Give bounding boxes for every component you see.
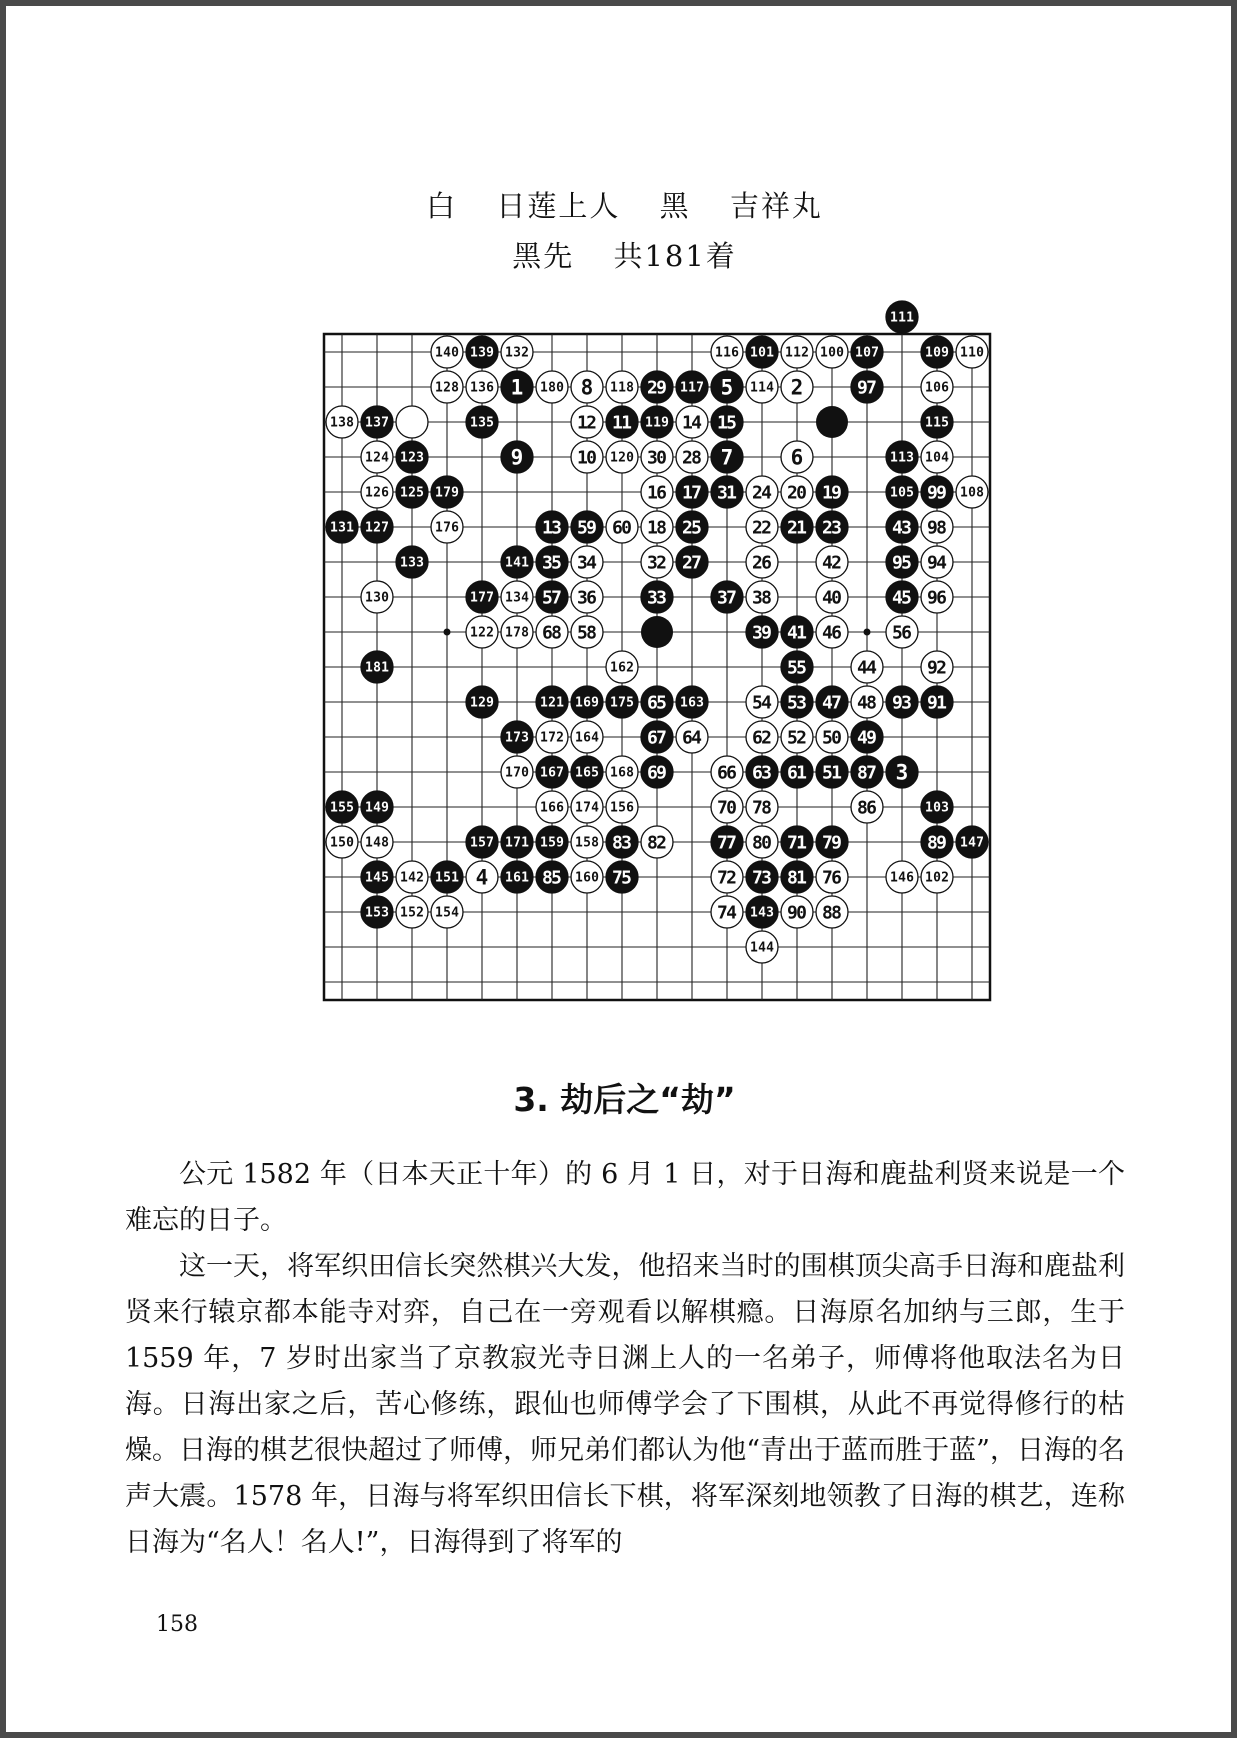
move-number-label: 34 xyxy=(577,552,597,574)
move-number-label: 131 xyxy=(330,520,354,536)
move-number-label: 64 xyxy=(682,727,702,749)
move-number-label: 93 xyxy=(892,692,912,714)
move-number-label: 42 xyxy=(822,552,842,574)
move-number-label: 22 xyxy=(752,517,772,539)
move-number-label: 128 xyxy=(435,380,459,396)
move-number-label: 49 xyxy=(857,727,877,749)
move-number-label: 109 xyxy=(925,345,949,361)
move-number-label: 38 xyxy=(752,587,772,609)
move-number-label: 110 xyxy=(960,345,984,361)
move-number-label: 169 xyxy=(575,695,599,711)
move-number-label: 79 xyxy=(822,832,842,854)
move-number-label: 155 xyxy=(330,800,354,816)
move-number-label: 6 xyxy=(790,445,804,470)
move-number-label: 15 xyxy=(717,412,737,434)
move-number-label: 146 xyxy=(890,870,914,886)
move-number-label: 62 xyxy=(752,727,772,749)
move-number-label: 47 xyxy=(822,692,842,714)
move-number-label: 102 xyxy=(925,870,949,886)
star-point xyxy=(864,629,871,636)
move-number-label: 107 xyxy=(855,345,879,361)
move-number-label: 68 xyxy=(542,622,562,644)
move-number-label: 2 xyxy=(790,375,804,400)
move-number-label: 11 xyxy=(612,412,632,434)
move-number-label: 75 xyxy=(612,867,632,889)
move-number-label: 175 xyxy=(610,695,634,711)
move-number-label: 111 xyxy=(890,310,914,326)
move-number-label: 166 xyxy=(540,800,564,816)
move-number-label: 54 xyxy=(752,692,772,714)
move-number-label: 99 xyxy=(927,482,947,504)
move-number-label: 123 xyxy=(400,450,424,466)
black-player-name: 吉祥丸 xyxy=(729,189,823,223)
move-number-label: 165 xyxy=(575,765,599,781)
move-number-label: 134 xyxy=(505,590,529,606)
move-number-label: 40 xyxy=(822,587,842,609)
move-number-label: 9 xyxy=(510,445,524,470)
move-number-label: 149 xyxy=(365,800,389,816)
total-moves-info: 共181着 xyxy=(613,239,737,273)
move-number-label: 132 xyxy=(505,345,529,361)
move-number-label: 172 xyxy=(540,730,564,746)
move-number-label: 21 xyxy=(787,517,807,539)
move-number-label: 29 xyxy=(647,377,667,399)
move-number-label: 142 xyxy=(400,870,424,886)
move-number-label: 127 xyxy=(365,520,389,536)
move-number-label: 161 xyxy=(505,870,529,886)
move-number-label: 51 xyxy=(822,762,842,784)
move-number-label: 119 xyxy=(645,415,669,431)
move-number-label: 174 xyxy=(575,800,599,816)
page-number: 158 xyxy=(156,1612,198,1637)
move-number-label: 148 xyxy=(365,835,389,851)
move-number-label: 129 xyxy=(470,695,494,711)
move-number-label: 13 xyxy=(542,517,562,539)
move-number-label: 46 xyxy=(822,622,842,644)
game-info-caption xyxy=(6,234,1243,275)
move-number-label: 89 xyxy=(927,832,947,854)
move-number-label: 44 xyxy=(857,657,877,679)
move-number-label: 63 xyxy=(752,762,772,784)
black-label: 黑 xyxy=(659,189,691,223)
white-stone xyxy=(396,406,428,438)
first-move-info: 黑先 xyxy=(512,239,575,273)
move-number-label: 48 xyxy=(857,692,877,714)
move-number-label: 58 xyxy=(577,622,597,644)
move-number-label: 31 xyxy=(717,482,737,504)
move-number-label: 164 xyxy=(575,730,599,746)
move-number-label: 57 xyxy=(542,587,562,609)
body-text xyxy=(125,1152,1125,1566)
move-number-label: 150 xyxy=(330,835,354,851)
move-number-label: 97 xyxy=(857,377,877,399)
move-number-label: 16 xyxy=(647,482,667,504)
move-number-label: 153 xyxy=(365,905,389,921)
move-number-label: 61 xyxy=(787,762,807,784)
move-number-label: 45 xyxy=(892,587,912,609)
go-board-diagram xyxy=(302,298,984,978)
move-number-label: 145 xyxy=(365,870,389,886)
move-number-label: 95 xyxy=(892,552,912,574)
move-number-label: 168 xyxy=(610,765,634,781)
move-number-label: 163 xyxy=(680,695,704,711)
move-number-label: 23 xyxy=(822,517,842,539)
move-number-label: 65 xyxy=(647,692,667,714)
move-number-label: 141 xyxy=(505,555,529,571)
move-number-label: 55 xyxy=(787,657,807,679)
move-number-label: 80 xyxy=(752,832,772,854)
move-number-label: 59 xyxy=(577,517,597,539)
move-number-label: 162 xyxy=(610,660,634,676)
move-number-label: 53 xyxy=(787,692,807,714)
move-number-label: 18 xyxy=(647,517,667,539)
black-stone xyxy=(641,616,673,648)
move-number-label: 24 xyxy=(752,482,772,504)
move-number-label: 140 xyxy=(435,345,459,361)
move-number-label: 180 xyxy=(540,380,564,396)
move-number-label: 35 xyxy=(542,552,562,574)
move-number-label: 27 xyxy=(682,552,702,574)
move-number-label: 156 xyxy=(610,800,634,816)
move-number-label: 177 xyxy=(470,590,494,606)
move-number-label: 20 xyxy=(787,482,807,504)
move-number-label: 60 xyxy=(612,517,632,539)
move-number-label: 144 xyxy=(750,940,774,956)
move-number-label: 160 xyxy=(575,870,599,886)
move-number-label: 82 xyxy=(647,832,667,854)
section-title: 3. 劫后之“劫” xyxy=(513,1080,736,1119)
move-number-label: 139 xyxy=(470,345,494,361)
move-number-label: 108 xyxy=(960,485,984,501)
move-number-label: 7 xyxy=(720,445,734,470)
move-number-label: 25 xyxy=(682,517,702,539)
move-number-label: 70 xyxy=(717,797,737,819)
move-number-label: 4 xyxy=(475,865,489,890)
move-number-label: 152 xyxy=(400,905,424,921)
move-number-label: 136 xyxy=(470,380,494,396)
move-number-label: 159 xyxy=(540,835,564,851)
move-number-label: 106 xyxy=(925,380,949,396)
move-number-label: 39 xyxy=(752,622,772,644)
move-number-label: 124 xyxy=(365,450,389,466)
star-point xyxy=(444,629,451,636)
move-number-label: 179 xyxy=(435,485,459,501)
move-number-label: 87 xyxy=(857,762,877,784)
move-number-label: 74 xyxy=(717,902,737,924)
move-number-label: 77 xyxy=(717,832,737,854)
move-number-label: 130 xyxy=(365,590,389,606)
move-number-label: 12 xyxy=(577,412,597,434)
black-stone xyxy=(816,406,848,438)
move-number-label: 90 xyxy=(787,902,807,924)
move-number-label: 126 xyxy=(365,485,389,501)
move-number-label: 151 xyxy=(435,870,459,886)
move-number-label: 115 xyxy=(925,415,949,431)
move-number-label: 135 xyxy=(470,415,494,431)
white-player-name: 日莲上人 xyxy=(496,189,621,223)
move-number-label: 143 xyxy=(750,905,774,921)
move-number-label: 83 xyxy=(612,832,632,854)
move-number-label: 117 xyxy=(680,380,704,396)
move-number-label: 157 xyxy=(470,835,494,851)
move-number-label: 121 xyxy=(540,695,564,711)
move-number-label: 86 xyxy=(857,797,877,819)
move-number-label: 92 xyxy=(927,657,947,679)
move-number-label: 8 xyxy=(580,375,594,400)
paragraph-1: 公元 1582 年（日本天正十年）的 6 月 1 日，对于日海和鹿盐利贤来说是一个难忘的日子。 xyxy=(125,1159,1125,1236)
move-number-label: 66 xyxy=(717,762,737,784)
move-number-label: 14 xyxy=(682,412,702,434)
move-number-label: 116 xyxy=(715,345,739,361)
game-players-caption xyxy=(6,184,1243,225)
move-number-label: 81 xyxy=(787,867,807,889)
move-number-label: 19 xyxy=(822,482,842,504)
white-label: 白 xyxy=(426,189,458,223)
move-number-label: 37 xyxy=(717,587,737,609)
move-number-label: 28 xyxy=(682,447,702,469)
move-number-label: 167 xyxy=(540,765,564,781)
move-number-label: 178 xyxy=(505,625,529,641)
move-number-label: 158 xyxy=(575,835,599,851)
move-number-label: 154 xyxy=(435,905,459,921)
move-number-label: 147 xyxy=(960,835,984,851)
move-number-label: 170 xyxy=(505,765,529,781)
move-number-label: 122 xyxy=(470,625,494,641)
move-number-label: 41 xyxy=(787,622,807,644)
move-number-label: 50 xyxy=(822,727,842,749)
move-number-label: 73 xyxy=(752,867,772,889)
move-number-label: 113 xyxy=(890,450,914,466)
move-number-label: 56 xyxy=(892,622,912,644)
move-number-label: 138 xyxy=(330,415,354,431)
move-number-label: 69 xyxy=(647,762,667,784)
move-number-label: 26 xyxy=(752,552,772,574)
move-number-label: 30 xyxy=(647,447,667,469)
move-number-label: 71 xyxy=(787,832,807,854)
move-number-label: 120 xyxy=(610,450,634,466)
paragraph-2: 这一天，将军织田信长突然棋兴大发，他招来当时的围棋顶尖高手日海和鹿盐利贤来行辕京都本能寺对弈，自己在一旁观看以解棋瘾。日海原名加纳与三郎，生于 1559 年，7 岁时出家当了京教寂光寺日渊上人的一名弟子，师傅将他取法名为日海。日海出家之后，苦心修练，跟仙也师傅学会了下围棋，从此不再觉得修行的枯燥。日海的棋艺很快超过了师傅，师兄弟们都认为他“青出于蓝而胜于蓝”，日海的名声大震。1578 年，日海与将军织田信长下棋，将军深刻地领教了日海的棋艺，连称日海为“名人！名人!”，日海得到了将军的 xyxy=(125,1251,1125,1558)
move-number-label: 114 xyxy=(750,380,774,396)
move-number-label: 5 xyxy=(720,375,734,400)
move-number-label: 52 xyxy=(787,727,807,749)
move-number-label: 101 xyxy=(750,345,774,361)
move-number-label: 72 xyxy=(717,867,737,889)
move-number-label: 176 xyxy=(435,520,459,536)
move-number-label: 32 xyxy=(647,552,667,574)
move-number-label: 171 xyxy=(505,835,529,851)
move-number-label: 105 xyxy=(890,485,914,501)
move-number-label: 85 xyxy=(542,867,562,889)
move-number-label: 36 xyxy=(577,587,597,609)
move-number-label: 91 xyxy=(927,692,947,714)
move-number-label: 67 xyxy=(647,727,667,749)
move-number-label: 94 xyxy=(927,552,947,574)
move-number-label: 78 xyxy=(752,797,772,819)
move-number-label: 103 xyxy=(925,800,949,816)
move-number-label: 1 xyxy=(510,375,524,400)
move-number-label: 133 xyxy=(400,555,424,571)
move-number-label: 17 xyxy=(682,482,702,504)
move-number-label: 43 xyxy=(892,517,912,539)
move-number-label: 10 xyxy=(577,447,597,469)
move-number-label: 33 xyxy=(647,587,667,609)
move-number-label: 96 xyxy=(927,587,947,609)
move-number-label: 181 xyxy=(365,660,389,676)
move-number-label: 100 xyxy=(820,345,844,361)
move-number-label: 118 xyxy=(610,380,634,396)
move-number-label: 98 xyxy=(927,517,947,539)
move-number-label: 88 xyxy=(822,902,842,924)
move-number-label: 76 xyxy=(822,867,842,889)
move-number-label: 125 xyxy=(400,485,424,501)
move-number-label: 173 xyxy=(505,730,529,746)
move-number-label: 104 xyxy=(925,450,949,466)
move-number-label: 3 xyxy=(895,760,909,785)
move-number-label: 137 xyxy=(365,415,389,431)
move-number-label: 112 xyxy=(785,345,809,361)
